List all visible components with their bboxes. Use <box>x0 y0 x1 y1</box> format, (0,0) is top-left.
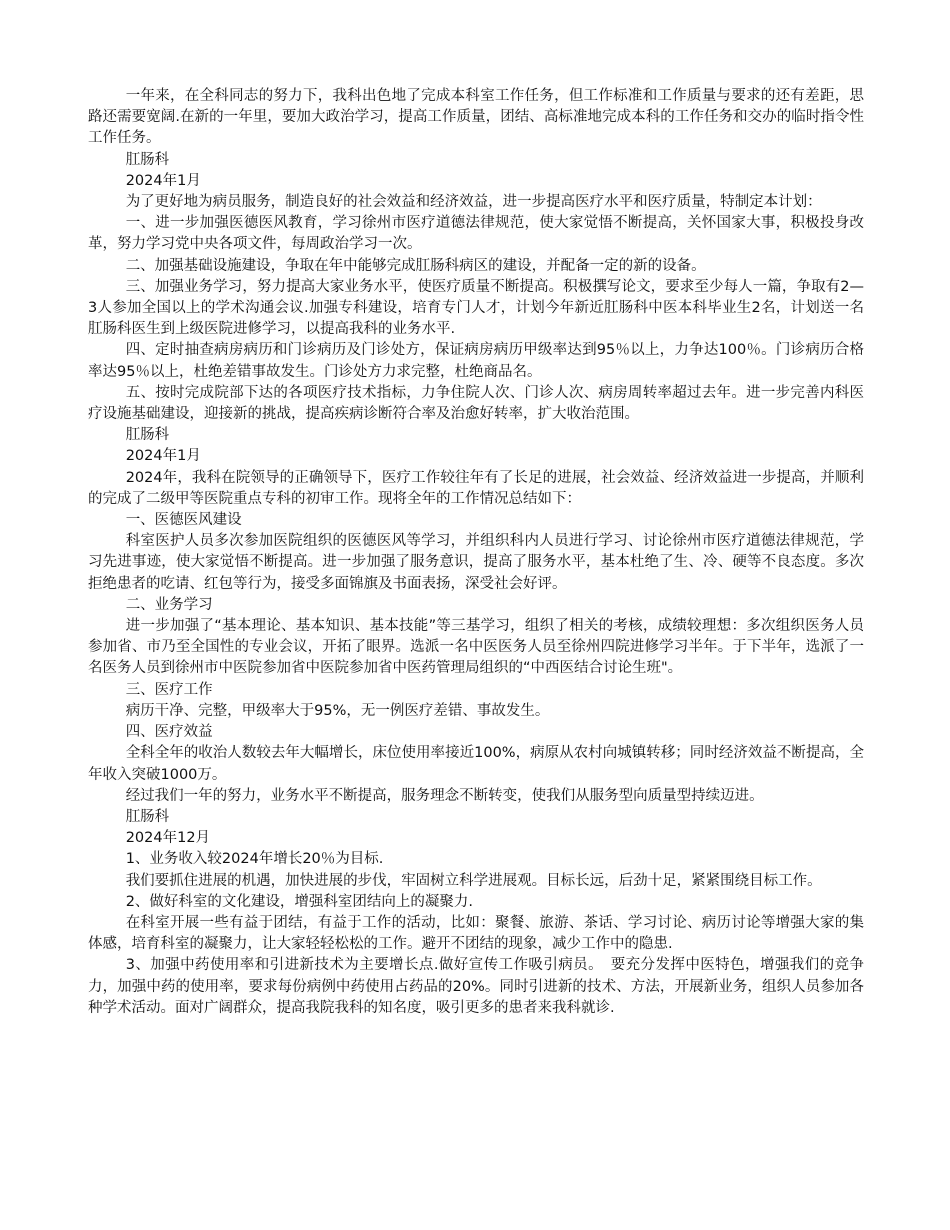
paragraph-study: 进一步加强了“基本理论、基本知识、基本技能”等三基学习，组织了相关的考核，成绩较理想：多次组织医务人员参加省、市乃至全国性的专业会议，开拓了眼界。选派一名中医医务人员至徐州四院进修学习半年。于下半年，选派了一名医务人员到徐州市中医院参加省中医院参加省中医药管理局组织的“中西医结合讨论生班"。 <box>88 618 864 677</box>
paragraph-benefits: 全科全年的收治人数较去年大幅增长，床位使用率接近100%，病原从农村向城镇转移；同时经济效益不断提高，全年收入突破1000万。 <box>88 745 864 783</box>
paragraph-plan-intro: 为了更好地为病员服务，制造良好的社会效益和经济效益，进一步提高医疗水平和医疗质量，特制定本计划： <box>125 194 822 211</box>
plan-item-4: 四、定时抽查病房病历和门诊病历及门诊处方，保证病房病历甲级率达到95％以上，力争达100％。门诊病历合格率达95％以上，杜绝差错事故发生。门诊处方力求完整，杜绝商品名。 <box>88 342 864 380</box>
goal-item-2: 2、做好科室的文化建设，增强科室团结向上的凝聚力. <box>125 893 474 910</box>
paragraph-conclusion: 经过我们一年的努力，业务水平不断提高，服务理念不断转变，使我们从服务型向质量型持续迈进。 <box>125 787 764 804</box>
goal-item-1-detail: 我们要抓住进展的机遇，加快进展的步伐，牢固树立科学进展观。目标长远，后劲十足，紧紧围绕目标工作。 <box>125 872 822 889</box>
section-heading-benefits: 四、医疗效益 <box>125 724 213 741</box>
section-heading-ethics: 一、医德医风建设 <box>125 512 242 529</box>
section-heading-medical-work: 三、医疗工作 <box>125 681 213 698</box>
paragraph-ethics: 科室医护人员多次参加医院组织的医德医风等学习，并组织科内人员进行学习、讨论徐州市医疗道德法律规范，学习先进事迹，使大家觉悟不断提高。进一步加强了服务意识，提高了服务水平，基本杜绝了生、冷、硬等不良态度。多次拒绝患者的吃请、红包等行为，接受多面锦旗及书面表扬，深受社会好评。 <box>88 533 864 592</box>
plan-item-3: 三、加强业务学习，努力提高大家业务水平，使医疗质量不断提高。积极撰写论文，要求至少每人一篇，争取有2—3人参加全国以上的学术沟通会议.加强专科建设，培育专门人才，计划今年新近肛肠科中医本科毕业生2名，计划送一名肛肠科医生到上级医院进修学习，以提高我科的业务水平. <box>88 278 864 338</box>
paragraph-summary-intro: 一年来，在全科同志的努力下，我科出色地了完成本科室工作任务，但工作标准和工作质量与要求的还有差距，思路还需要宽阔.在新的一年里，要加大政治学习，提高工作质量，团结、高标准地完成本科的工作任务和交办的临时指令性工作任务。 <box>88 88 864 147</box>
plan-item-1: 一、进一步加强医德医风教育，学习徐州市医疗道德法律规范，使大家觉悟不断提高，关怀国家大事，积极投身改革，努力学习党中央各项文件，每周政治学习一次。 <box>88 215 864 253</box>
plan-item-2: 二、加强基础设施建设，争取在年中能够完成肛肠科病区的建设，并配备一定的新的设备。 <box>125 257 706 274</box>
signature-department: 肛肠科 <box>125 427 170 444</box>
signature-date: 2024年12月 <box>125 830 211 847</box>
signature-date: 2024年1月 <box>125 172 201 189</box>
plan-item-5: 五、按时完成院部下达的各项医疗技术指标，力争住院人次、门诊人次、病房周转率超过去年。进一步完善内科医疗设施基础建设，迎接新的挑战，提高疾病诊断符合率及治愈好转率，扩大收治范围。 <box>88 384 864 423</box>
goal-item-3: 3、加强中药使用率和引进新技术为主要增长点.做好宣传工作吸引病员。 要充分发挥中医特色，增强我们的竞争力，加强中药的使用率，要求每份病例中药使用占药品的20%。同时引进新的技术、方法，开展新业务，组织人员参加各种学术活动。面对广阔群众，提高我院我科的知名度，吸引更多的患者来我科就诊. <box>88 957 864 1016</box>
signature-department: 肛肠科 <box>125 151 170 168</box>
goal-item-2-detail: 在科室开展一些有益于团结，有益于工作的活动，比如：聚餐、旅游、茶话、学习讨论、病历讨论等增强大家的集体感，培育科室的凝聚力，让大家轻轻松松的工作。避开不团结的现象，减少工作中的隐患. <box>88 914 864 953</box>
signature-date: 2024年1月 <box>125 448 201 465</box>
document-body <box>88 86 864 1019</box>
section-heading-study: 二、业务学习 <box>125 596 213 613</box>
paragraph-medical-work: 病历干净、完整，甲级率大于95%，无一例医疗差错、事故发生。 <box>125 702 550 719</box>
goal-item-1: 1、业务收入较2024年增长20％为目标. <box>125 851 384 868</box>
paragraph-annual-summary-intro: 2024年，我科在院领导的正确领导下，医疗工作较往年有了长足的进展，社会效益、经济效益进一步提高，并顺利的完成了二级甲等医院重点专科的初审工作。现将全年的工作情况总结如下： <box>88 469 864 507</box>
signature-department: 肛肠科 <box>125 808 170 825</box>
